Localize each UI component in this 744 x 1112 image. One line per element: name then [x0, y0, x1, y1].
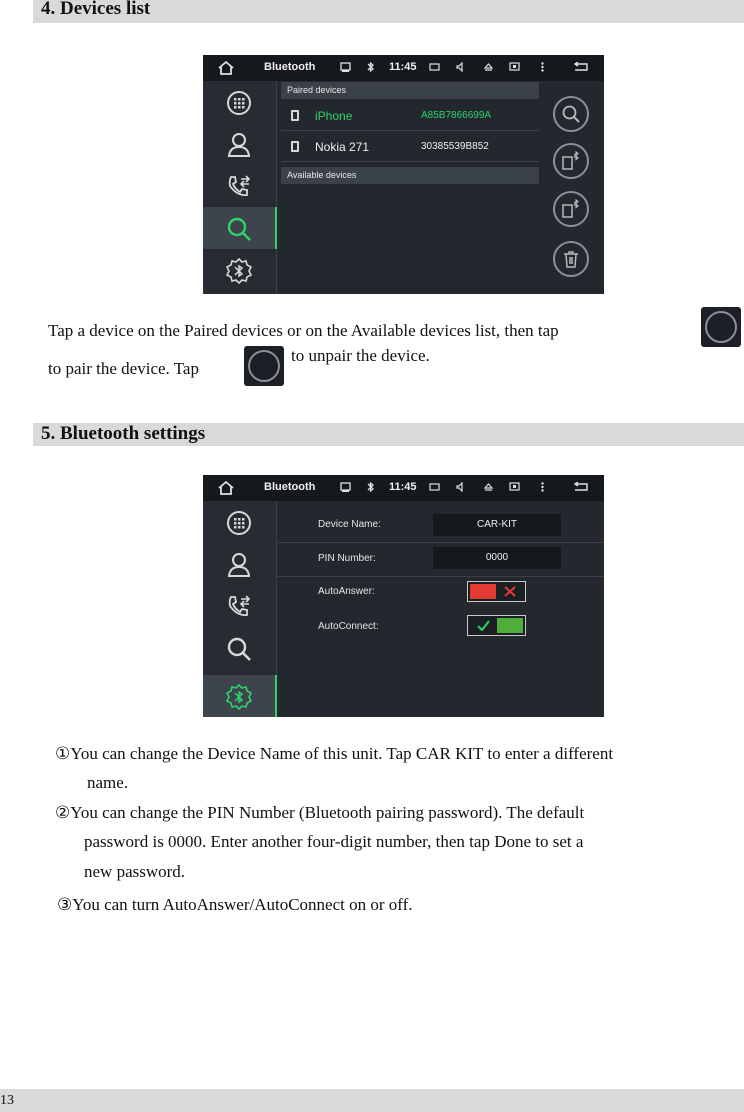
sidebar — [203, 81, 277, 294]
device-address: 30385539B852 — [421, 141, 489, 152]
off-x — [497, 584, 523, 599]
eject-icon[interactable] — [483, 482, 494, 492]
item-1-line-1: ①You can change the Device Name of this unit. Tap CAR KIT to enter a different — [55, 744, 614, 763]
back-icon[interactable] — [571, 62, 591, 72]
home-icon[interactable] — [217, 480, 235, 496]
screen-icon[interactable] — [509, 62, 520, 72]
sidebar-item-bluetooth[interactable] — [203, 675, 277, 717]
item-2-line-3: new password. — [84, 862, 186, 881]
device-name-field[interactable]: CAR-KIT — [433, 514, 561, 536]
paired-device-row[interactable] — [281, 101, 539, 131]
dialpad-icon — [226, 90, 252, 116]
sidebar-item-call-log[interactable] — [203, 585, 277, 627]
pin-number-label: PIN Number: — [318, 553, 376, 564]
bluetooth-status-icon — [365, 482, 376, 492]
window-icon[interactable] — [429, 482, 440, 492]
settings-divider — [277, 542, 604, 543]
bluetooth-settings-icon — [226, 258, 252, 284]
phone-bluetooth-icon — [705, 311, 737, 343]
search-icon — [561, 104, 581, 124]
clock: 11:45 — [389, 61, 417, 73]
screen-icon[interactable] — [509, 482, 520, 492]
available-devices-header: Available devices — [281, 167, 539, 184]
app-title: Bluetooth — [264, 61, 316, 73]
autoanswer-toggle[interactable] — [467, 581, 526, 602]
devices-list-screenshot — [203, 55, 604, 294]
bluetooth-settings-screenshot — [203, 475, 604, 717]
app-title: Bluetooth — [264, 481, 316, 493]
item-1-line-2: name. — [87, 773, 129, 792]
home-icon[interactable] — [217, 60, 235, 76]
phone-bluetooth-icon — [561, 199, 581, 219]
page-footer — [0, 1089, 744, 1112]
sidebar-item-dialpad[interactable] — [203, 501, 277, 543]
autoconnect-label: AutoConnect: — [318, 621, 379, 632]
sidebar-item-contacts[interactable] — [203, 543, 277, 585]
sd-card-icon — [340, 482, 351, 492]
clock: 11:45 — [389, 481, 417, 493]
search-devices-button[interactable] — [553, 96, 589, 132]
phone-bluetooth-icon — [561, 151, 581, 171]
paired-device-row[interactable] — [281, 132, 539, 162]
trash-icon — [561, 249, 581, 269]
action-buttons — [543, 81, 604, 294]
autoanswer-label: AutoAnswer: — [318, 586, 375, 597]
item-3: ③You can turn AutoAnswer/AutoConnect on or off. — [57, 895, 413, 914]
sidebar-item-search[interactable] — [203, 207, 277, 249]
status-bar — [203, 55, 604, 81]
device-name: iPhone — [315, 109, 353, 123]
sidebar-item-contacts[interactable] — [203, 123, 277, 165]
more-icon[interactable] — [537, 62, 548, 72]
settings-divider — [277, 576, 604, 577]
volume-icon[interactable] — [455, 482, 466, 492]
pin-number-field[interactable]: 0000 — [433, 547, 561, 569]
check-icon — [477, 620, 490, 631]
delete-device-button[interactable] — [553, 241, 589, 277]
section-title: 5. Bluetooth settings — [41, 423, 206, 444]
bluetooth-settings-icon — [226, 684, 252, 710]
x-icon — [504, 586, 516, 597]
autoconnect-toggle[interactable] — [467, 615, 526, 636]
search-icon — [226, 216, 252, 242]
on-check — [470, 618, 496, 633]
instruction-line-1: Tap a device on the Paired devices or on the Available devices list, then tap — [48, 321, 559, 340]
device-address: A85B7866699A — [421, 110, 492, 121]
bluetooth-status-icon — [365, 62, 376, 72]
volume-icon[interactable] — [455, 62, 466, 72]
dialpad-icon — [226, 510, 252, 536]
window-icon[interactable] — [429, 62, 440, 72]
unpair-button-image — [244, 346, 284, 386]
contacts-icon — [226, 552, 252, 578]
pair-button-image — [701, 307, 741, 347]
call-log-icon — [226, 594, 252, 620]
contacts-icon — [226, 132, 252, 158]
paired-devices-header: Paired devices — [281, 82, 539, 99]
search-icon — [226, 636, 252, 662]
on-indicator — [497, 618, 523, 633]
call-log-icon — [226, 174, 252, 200]
phone-bluetooth-icon — [248, 350, 280, 382]
phone-icon — [291, 110, 299, 121]
section-title: 4. Devices list — [41, 0, 151, 19]
sd-card-icon — [340, 62, 351, 72]
status-bar — [203, 475, 604, 501]
sidebar-item-bluetooth[interactable] — [203, 249, 277, 291]
instruction-line-2: to pair the device. Tap — [48, 359, 199, 378]
sidebar-item-dialpad[interactable] — [203, 81, 277, 123]
item-2-line-2: password is 0000. Enter another four-digit number, then tap Done to set a — [84, 832, 584, 851]
device-name-label: Device Name: — [318, 519, 381, 530]
item-2-line-1: ②You can change the PIN Number (Bluetooth pairing password). The default — [55, 803, 585, 822]
sidebar-item-search[interactable] — [203, 627, 277, 669]
more-icon[interactable] — [537, 482, 548, 492]
off-indicator — [470, 584, 496, 599]
sidebar — [203, 501, 277, 717]
section-header-bluetooth-settings — [33, 423, 744, 446]
sidebar-item-call-log[interactable] — [203, 165, 277, 207]
back-icon[interactable] — [571, 482, 591, 492]
phone-icon — [291, 141, 299, 152]
page-number: 13 — [0, 1093, 14, 1108]
pair-device-button[interactable] — [553, 143, 589, 179]
section-header-devices-list — [33, 0, 744, 23]
instruction-line-2-end: to unpair the device. — [291, 346, 430, 365]
unpair-device-button[interactable] — [553, 191, 589, 227]
eject-icon[interactable] — [483, 62, 494, 72]
device-name: Nokia 271 — [315, 140, 370, 154]
